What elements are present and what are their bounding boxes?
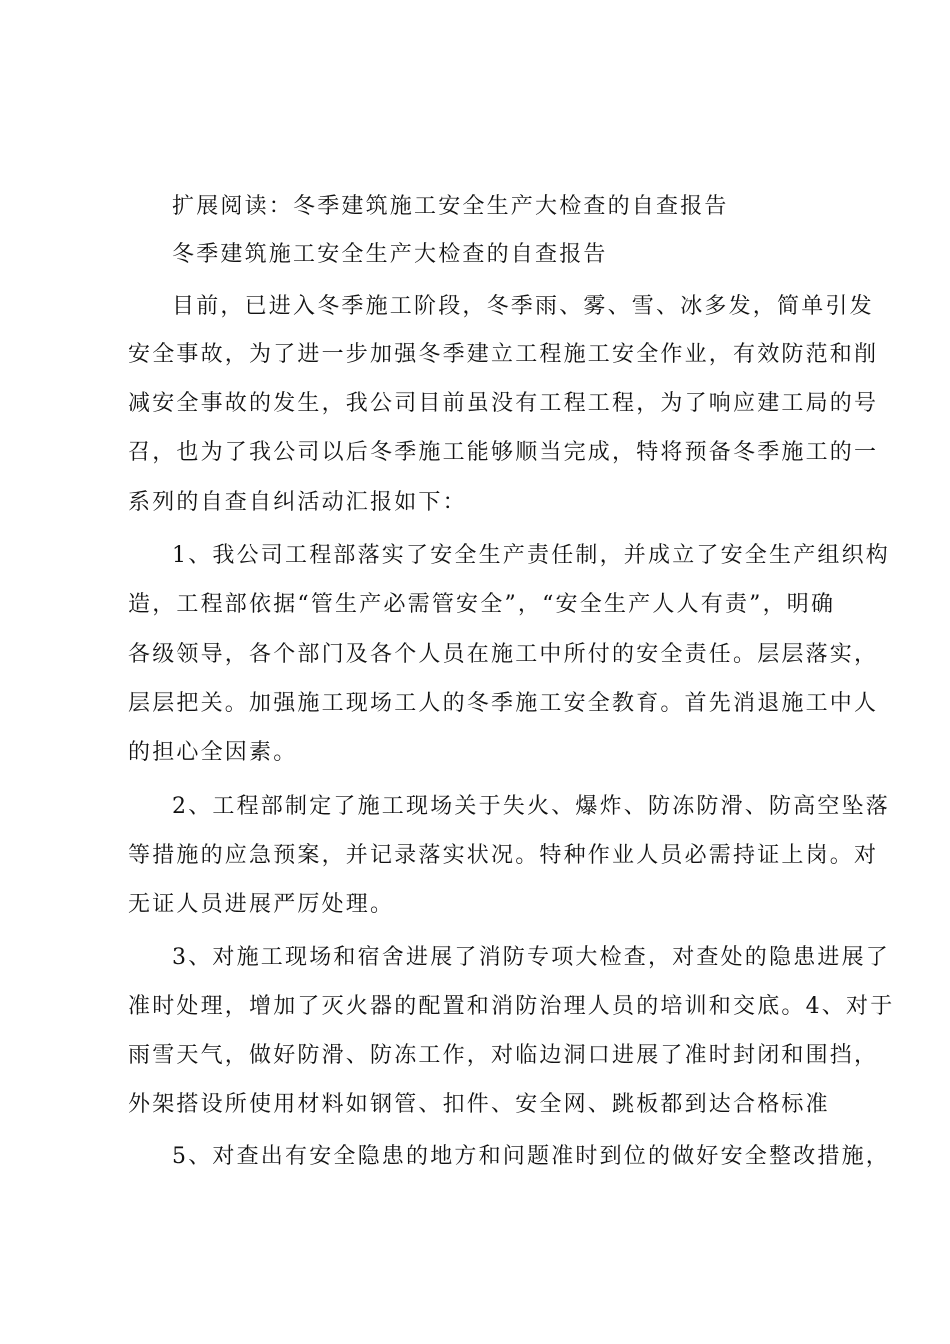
paragraph-2-line-5: 的担心全因素。 (128, 740, 298, 765)
paragraph-2-line-4: 层层把关。加强施工现场工人的冬季施工安全教育。首先消退施工中人 (128, 691, 879, 716)
paragraph-1-line-3: 减安全事故的发生，我公司目前虽没有工程工程，为了响应建工局的号 (128, 391, 879, 416)
paragraph-1-line-5: 系列的自查自纠活动汇报如下： (128, 490, 467, 515)
paragraph-4-line-2: 准时处理，增加了灭火器的配置和消防治理人员的培训和交底。4、对于 (128, 994, 895, 1019)
paragraph-1-line-2: 安全事故，为了进一步加强冬季建立工程施工安全作业，有效防范和削 (128, 342, 879, 367)
paragraph-4-line-4: 外架搭设所使用材料如钢管、扣件、安全网、跳板都到达合格标准 (128, 1092, 830, 1117)
paragraph-5-line-1: 5、对查出有安全隐患的地方和问题准时到位的做好安全整改措施， (172, 1144, 890, 1169)
paragraph-1-line-4: 召，也为了我公司以后冬季施工能够顺当完成，特将预备冬季施工的一 (128, 440, 879, 465)
document-title: 冬季建筑施工安全生产大检查的自查报告 (172, 242, 608, 267)
paragraph-1-line-1: 目前，已进入冬季施工阶段，冬季雨、雾、雪、冰多发，简单引发 (172, 294, 874, 319)
paragraph-4-line-3: 雨雪天气，做好防滑、防冻工作，对临边洞口进展了准时封闭和围挡， (128, 1043, 879, 1068)
paragraph-3-line-2: 等措施的应急预案，并记录落实状况。特种作业人员必需持证上岗。对 (128, 843, 879, 868)
paragraph-3-line-1: 2、工程部制定了施工现场关于失火、爆炸、防冻防滑、防高空坠落 (172, 794, 890, 819)
extended-reading-heading: 扩展阅读：冬季建筑施工安全生产大检查的自查报告 (172, 194, 729, 219)
paragraph-3-line-3: 无证人员进展严厉处理。 (128, 892, 395, 917)
paragraph-2-line-1: 1、我公司工程部落实了安全生产责任制，并成立了安全生产组织构 (172, 543, 890, 568)
paragraph-4-line-1: 3、对施工现场和宿舍进展了消防专项大检查，对查处的隐患进展了 (172, 945, 890, 970)
paragraph-2-line-2: 造，工程部依据“管生产必需管安全”，“安全生产人人有责”，明确 (128, 592, 836, 617)
paragraph-2-line-3: 各级领导，各个部门及各个人员在施工中所付的安全责任。层层落实， (128, 642, 879, 667)
